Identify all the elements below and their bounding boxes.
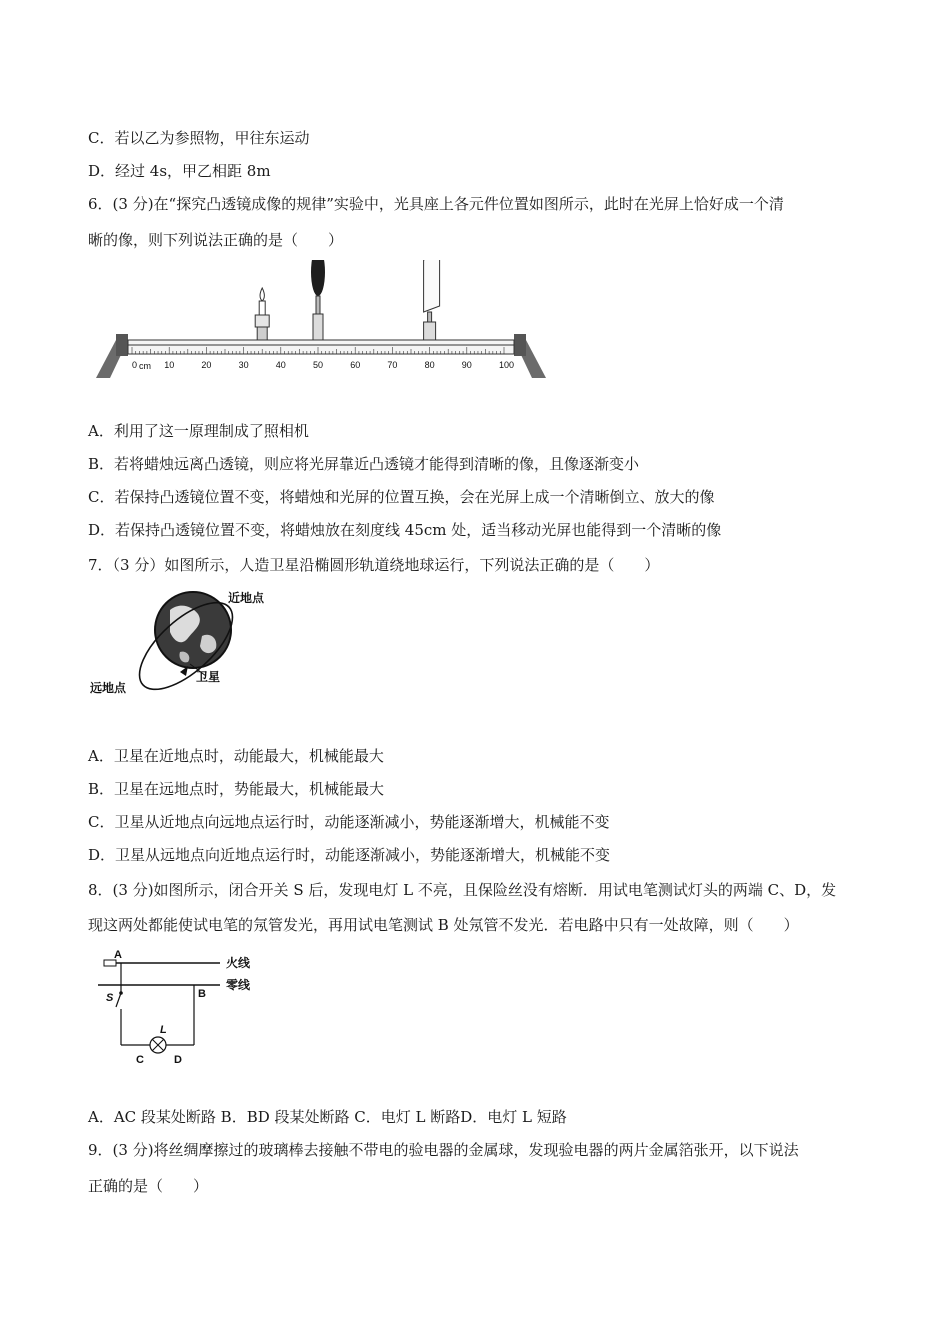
label-apogee: 远地点 [90, 681, 127, 695]
lens-icon [311, 260, 325, 296]
circuit-figure [88, 945, 288, 1070]
q7-option-c: C．卫星从近地点向远地点运行时，动能逐渐减小，势能逐渐增大，机械能不变 [88, 813, 610, 831]
label-b: B [198, 988, 206, 1000]
satellite-orbit-figure [88, 580, 303, 705]
ruler-label-60: 60 [350, 360, 361, 370]
label-c: C [136, 1054, 144, 1066]
ruler-label-50: 50 [313, 360, 324, 370]
q5-option-d: D．经过 4s，甲乙相距 8m [88, 162, 271, 180]
q7-option-d: D．卫星从远地点向近地点运行时，动能逐渐减小，势能逐渐增大，机械能不变 [88, 846, 611, 864]
ruler-label-0: 0 [132, 360, 138, 370]
q6-stem-line1: 6．(3 分)在“探究凸透镜成像的规律”实验中，光具座上各元件位置如图所示，此时在光屏上恰好成一个清 [88, 195, 784, 213]
bench-rail [128, 340, 514, 354]
ruler-label-70: 70 [387, 360, 398, 370]
ruler-label-80: 80 [424, 360, 435, 370]
q7-stem: 7．（3 分）如图所示，人造卫星沿椭圆形轨道绕地球运行，下列说法正确的是（ ） [88, 556, 660, 574]
ruler-unit-label: cm [139, 361, 151, 371]
q7-option-b: B．卫星在远地点时，势能最大，机械能最大 [88, 780, 385, 798]
q6-option-d: D．若保持凸透镜位置不变，将蜡烛放在刻度线 45cm 处，适当移动光屏也能得到一个清晰的像 [88, 521, 722, 539]
q8-options: A．AC 段某处断路 B．BD 段某处断路 C．电灯 L 断路D．电灯 L 短路 [88, 1108, 567, 1126]
ruler-label-100: 100 [499, 360, 515, 370]
candle [255, 288, 269, 340]
label-live: 火线 [226, 956, 251, 970]
bench-left-post [116, 334, 128, 356]
label-a: A [114, 949, 122, 961]
ruler-label-20: 20 [201, 360, 212, 370]
label-s: S [106, 992, 114, 1004]
ruler-label-90: 90 [461, 360, 472, 370]
q6-option-b: B．若将蜡烛远离凸透镜，则应将光屏靠近凸透镜才能得到清晰的像，且像逐渐变小 [88, 455, 640, 473]
ruler-label-30: 30 [238, 360, 249, 370]
q8-stem-line1: 8．(3 分)如图所示，闭合开关 S 后，发现电灯 L 不亮，且保险丝没有熔断．用试电笔测试灯头的两端 C、D，发 [88, 881, 837, 899]
label-l: L [160, 1024, 167, 1036]
ruler-label-40: 40 [275, 360, 286, 370]
q6-option-c: C．若保持凸透镜位置不变，将蜡烛和光屏的位置互换，会在光屏上成一个清晰倒立、放大的像 [88, 488, 715, 506]
ruler-label-10: 10 [164, 360, 175, 370]
light-screen [424, 260, 440, 340]
flame-icon [260, 288, 265, 301]
optical-bench-figure [88, 260, 578, 395]
q9-stem-line1: 9．(3 分)将丝绸摩擦过的玻璃棒去接触不带电的验电器的金属球，发现验电器的两片金属箔张开，以下说法 [88, 1141, 799, 1159]
label-neutral: 零线 [226, 978, 251, 992]
q6-stem-line2: 晰的像，则下列说法正确的是（ ） [88, 231, 344, 249]
switch-icon [116, 993, 121, 1007]
label-satellite: 卫星 [196, 670, 221, 684]
q8-stem-line2: 现这两处都能使试电笔的氖管发光，再用试电笔测试 B 处氖管不发光．若电路中只有一处故障，则（ ） [88, 916, 799, 934]
screen-icon [424, 260, 440, 312]
q9-stem-line2: 正确的是（ ） [88, 1177, 209, 1195]
q7-option-a: A．卫星在近地点时，动能最大，机械能最大 [88, 747, 384, 765]
convex-lens [311, 260, 325, 340]
label-perigee: 近地点 [228, 591, 265, 605]
q5-option-c: C．若以乙为参照物，甲往东运动 [88, 129, 310, 147]
q6-option-a: A．利用了这一原理制成了照相机 [88, 422, 309, 440]
bench-right-post [514, 334, 526, 356]
label-d: D [174, 1054, 182, 1066]
